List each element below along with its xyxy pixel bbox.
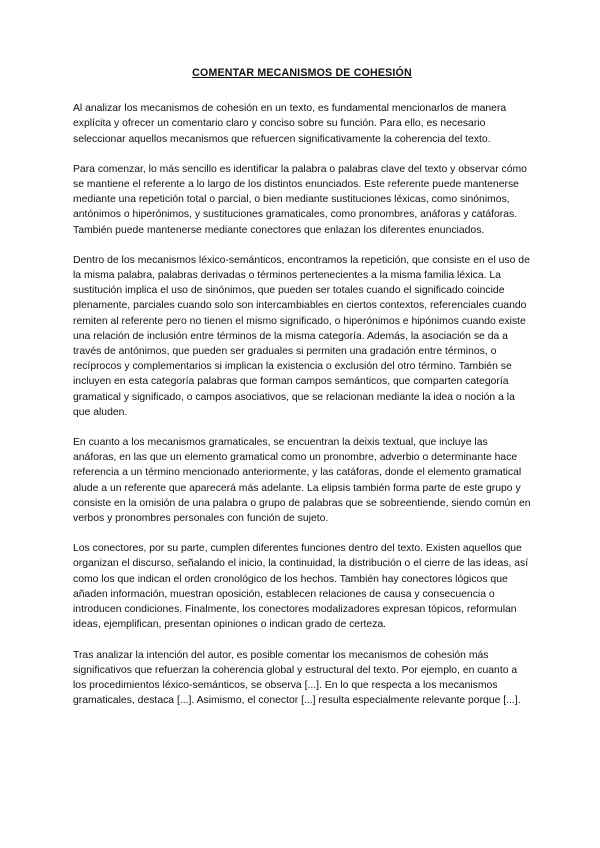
paragraph-intro: Al analizar los mecanismos de cohesión en un texto, es fundamental mencionarlos de manera explícita y ofrecer un comentario claro y conciso sobre su función. Para ello, es necesario seleccionar aquellos mecanismos que refuercen significativamente la coherencia del texto. (73, 103, 507, 145)
paragraph-conectores: Los conectores, por su parte, cumplen diferentes funciones dentro del texto. Existen aquellos que organizan el discurso, señalando el inicio, la continuidad, la distribución o el cierre de las ideas, así como los que indican el orden cronológico de los hechos. También hay conectores lógicos que añaden información, muestran oposición, establecen relaciones de causa y consecuencia o introducen condiciones. Finalmente, los conectores modalizadores expresan tópicos, reformulan ideas, ejemplifican, presentan opiniones o indican grado de certeza. (73, 543, 529, 631)
paragraph-lexico-semanticos: Dentro de los mecanismos léxico-semánticos, encontramos la repetición, que consiste en el uso de la misma palabra, palabras derivadas o términos pertenecientes a la misma familia léxica. La sustitución implica el uso de sinónimos, que pueden ser totales cuando el significado coincide plenamente, parciales cuando solo son intercambiables en ciertos contextos, referenciales cuando remiten al referente pero no tienen el mismo significado, o hiperónimos e hipónimos cuando existe una relación de inclusión entre términos de la misma categoría. Además, la asociación se da a través de antónimos, que pueden ser graduales si permiten una gradación entre términos, o recíprocos y complementarios si implican la existencia o exclusión del otro término. También se incluyen en esta categoría palabras que forman campos semánticos, que comparten categoría gramatical y significado, o campos asociativos, que se relacionan mediante la idea o noción a la que aluden. (73, 254, 530, 418)
paragraph-gramaticales: En cuanto a los mecanismos gramaticales, se encuentran la deixis textual, que incluye las anáforas, en las que un elemento gramatical como un pronombre, adverbio o determinante hace referencia a un término mencionado anteriormente, y las catáforas, donde el elemento gramatical alude a un referente que aparecerá más adelante. La elipsis también forma parte de este grupo y consiste en la omisión de una palabra o grupo de palabras que se sobreentiende, siendo común en verbos y pronombres personales con función de sujeto. (73, 437, 531, 525)
paragraph-conclusion: Tras analizar la intención del autor, es posible comentar los mecanismos de cohesión más significativos que refuerzan la coherencia global y estructural del texto. Por ejemplo, en cuanto a los procedimientos léxico-semánticos, se observa [...]. En lo que respecta a los mecanismos gramaticales, destaca [...]. Asimismo, el conector [...] resulta especialmente relevante porque [...]. (73, 649, 521, 707)
page-title: COMENTAR MECANISMOS DE COHESIÓN (192, 67, 412, 79)
document-page (73, 66, 531, 723)
paragraph-referente: Para comenzar, lo más sencillo es identificar la palabra o palabras clave del texto y observar cómo se mantiene el referente a lo largo de los distintos enunciados. Este referente puede mantenerse mediante una repetición total o parcial, o bien mediante sustituciones léxicas, como sinónimos, antónimos o hiperónimos, y sustituciones gramaticales, como pronombres, anáforas y catáforas. También puede mantenerse mediante conectores que enlazan los diferentes enunciados. (73, 163, 527, 236)
